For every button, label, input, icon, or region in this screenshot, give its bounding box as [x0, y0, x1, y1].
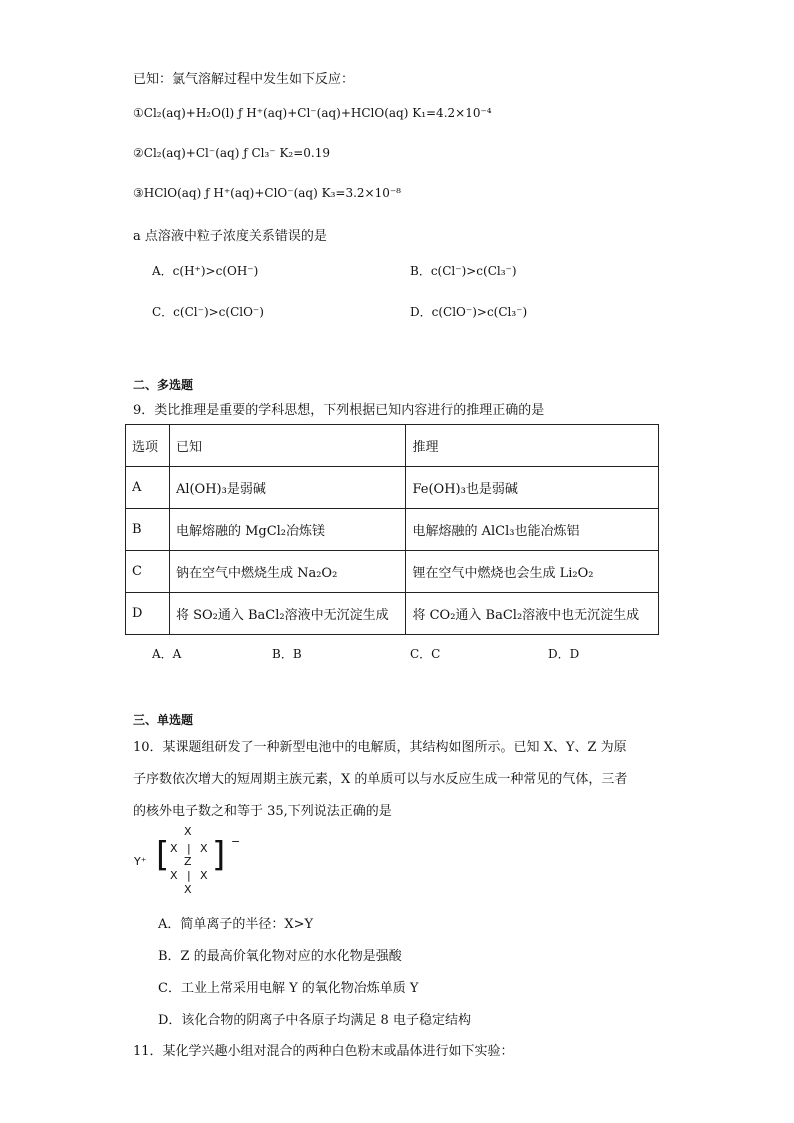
header-cell: 选项	[126, 425, 170, 467]
q8-option-d: D．c(ClO⁻)>c(Cl₃⁻)	[410, 305, 528, 319]
q8-option-a: A．c(H⁺)>c(OH⁻)	[152, 264, 259, 278]
q10-option-b: B．Z 的最高价氧化物对应的水化物是强酸	[158, 949, 402, 964]
section-title-multiple-choice: 二、多选题	[133, 378, 194, 392]
q8-option-c: C．c(Cl⁻)>c(ClO⁻)	[152, 305, 264, 319]
ligand-lower-right: X	[200, 869, 208, 882]
table-cell: 电解熔融的 AlCl₃也能冶炼铝	[406, 509, 659, 551]
structure-diagram	[132, 826, 242, 898]
q11-stem: 11．某化学兴趣小组对混合的两种白色粉末或晶体进行如下实验：	[133, 1044, 514, 1059]
table-cell: 电解熔融的 MgCl₂冶炼镁	[169, 509, 406, 551]
q9-option-c: C．C	[410, 647, 441, 661]
ligand-upper-left: X	[170, 842, 178, 855]
table-cell: Fe(OH)₃也是弱碱	[406, 467, 659, 509]
table-row	[126, 593, 659, 635]
ligand-bottom: X	[184, 883, 192, 896]
table-cell: A	[126, 467, 170, 509]
bond-bottom: |	[187, 869, 191, 882]
q8-stem: a 点溶液中粒子浓度关系错误的是	[133, 229, 327, 244]
left-bracket: [	[156, 835, 170, 875]
q8-option-b: B．c(Cl⁻)>c(Cl₃⁻)	[410, 264, 517, 278]
table-cell: C	[126, 551, 170, 593]
table-header-row	[126, 425, 659, 467]
table-row	[126, 467, 659, 509]
ligand-lower-left: X	[170, 869, 178, 882]
q10-option-d: D．该化合物的阴离子中各原子均满足 8 电子稳定结构	[158, 1013, 471, 1028]
table-row	[126, 509, 659, 551]
table-cell: B	[126, 509, 170, 551]
header-cell: 已知	[169, 425, 406, 467]
q9-table	[125, 424, 659, 635]
q10-option-a: A．简单离子的半径：X>Y	[158, 917, 314, 932]
ligand-upper-right: X	[200, 842, 208, 855]
table-cell: D	[126, 593, 170, 635]
reaction-1: ①Cl₂(aq)+H₂O(l) ƒ H⁺(aq)+Cl⁻(aq)+HClO(aq) K₁=4.2×10⁻⁴	[133, 106, 492, 120]
table-cell: 锂在空气中燃烧也会生成 Li₂O₂	[406, 551, 659, 593]
q9-stem: 9．类比推理是重要的学科思想，下列根据已知内容进行的推理正确的是	[133, 403, 545, 418]
ligand-top: X	[184, 825, 192, 838]
right-bracket: ]	[212, 835, 226, 875]
q10-stem-line-2: 子序数依次增大的短周期主族元素，X 的单质可以与水反应生成一种常见的气体，三者	[133, 772, 628, 787]
section-title-single-choice: 三、单选题	[133, 713, 194, 727]
table-row	[126, 551, 659, 593]
q9-option-d: D．D	[548, 647, 580, 661]
table-cell: Al(OH)₃是弱碱	[169, 467, 406, 509]
cation-label: Y⁺	[134, 855, 147, 868]
intro-text: 已知：氯气溶解过程中发生如下反应：	[133, 72, 355, 87]
q10-stem-line-1: 10．某课题组研发了一种新型电池中的电解质，其结构如图所示。已知 X、Y、Z 为原	[133, 740, 627, 755]
bond-top: |	[187, 842, 191, 855]
q9-option-b: B．B	[272, 647, 302, 661]
q10-option-c: C．工业上常采用电解 Y 的氧化物冶炼单质 Y	[158, 981, 419, 996]
q9-option-a: A．A	[152, 647, 182, 661]
table-cell: 钠在空气中燃烧生成 Na₂O₂	[169, 551, 406, 593]
reaction-3: ③HClO(aq) ƒ H⁺(aq)+ClO⁻(aq) K₃=3.2×10⁻⁸	[133, 186, 401, 200]
header-cell: 推理	[406, 425, 659, 467]
q10-stem-line-3: 的核外电子数之和等于 35,下列说法正确的是	[133, 804, 392, 819]
reaction-2: ②Cl₂(aq)+Cl⁻(aq) ƒ Cl₃⁻ K₂=0.19	[133, 146, 330, 160]
table-cell: 将 CO₂通入 BaCl₂溶液中也无沉淀生成	[406, 593, 659, 635]
anion-charge: −	[231, 835, 241, 848]
center-atom: Z	[184, 855, 192, 868]
table-cell: 将 SO₂通入 BaCl₂溶液中无沉淀生成	[169, 593, 406, 635]
